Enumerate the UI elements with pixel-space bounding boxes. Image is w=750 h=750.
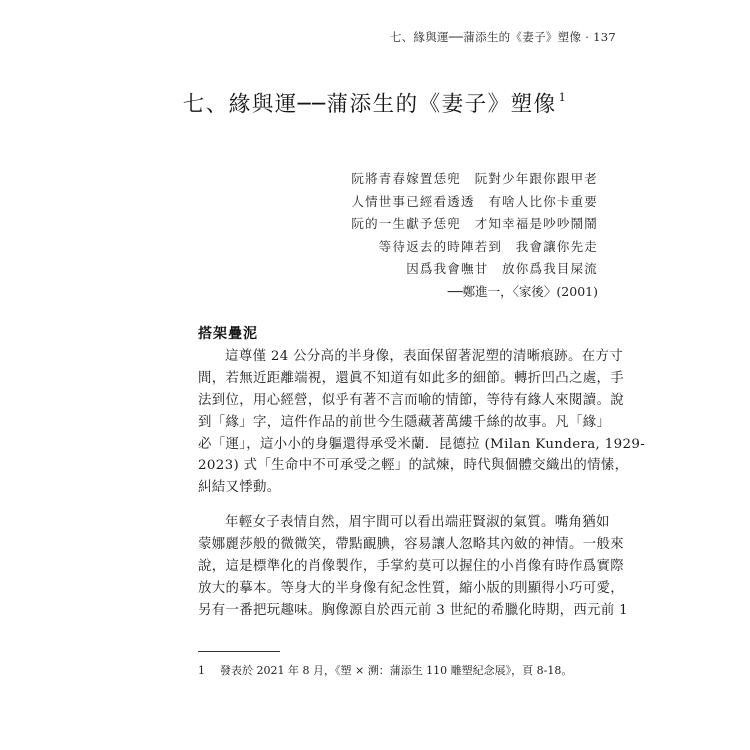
- epigraph-line: 阮將青春嫁置恁兜 阮對少年跟你跟甲老: [351, 171, 598, 186]
- text-line: 這尊僅 24 公分高的半身像，表面保留著泥塑的清晰痕跡。在方寸: [225, 349, 623, 364]
- text-line: 間，若無近距離端視，還眞不知道有如此多的細節。轉折凹凸之處，手: [198, 370, 624, 386]
- body-paragraph-1: [198, 346, 646, 499]
- section-heading: 搭架疊泥: [198, 326, 258, 342]
- text-line: 年輕女子表情自然，眉宇間可以看出端莊賢淑的氣質。嘴角猶如: [225, 515, 610, 530]
- text-line: 法到位，用心經營，似乎有著不言而喻的情節，等待有緣人來閱讀。說: [198, 392, 624, 408]
- text-line: 另有一番把玩趣味。胸像源自於西元前 3 世紀的希臘化時期，西元前 1: [198, 602, 629, 618]
- footnote-marker: 1: [558, 91, 568, 104]
- text-line: 說，這是標準化的肖像製作，手掌約莫可以握住的小肖像有時作爲實際: [198, 558, 624, 574]
- footnote-text: 發表於 2021 年 8 月，《塑 × 溯：蒲添生 110 雕塑紀念展》，頁 8-18。: [220, 664, 573, 677]
- text-line: 必「運」，這小小的身軀還得承受米蘭．昆德拉 (Milan Kundera, 1929-: [198, 436, 646, 452]
- epigraph-line: 因爲我會嘸甘 放你爲我目屎流: [406, 261, 598, 277]
- chapter-title: [0, 87, 750, 118]
- epigraph-source: ──鄭進一，〈家後〉(2001): [447, 283, 598, 299]
- epigraph: [278, 168, 598, 304]
- epigraph-line: 等待返去的時陣若到 我會讓你先走: [378, 238, 598, 254]
- footnote: [198, 662, 572, 678]
- text-line: 放大的摹本。等身大的半身像有紀念性質，縮小版的則顯得小巧可愛，: [198, 580, 624, 596]
- text-line: 2023) 式「生命中不可承受之輕」的試煉，時代與個體交織出的情愫，: [198, 458, 629, 474]
- footnote-number: 1: [198, 664, 205, 677]
- body-paragraph-2: [198, 512, 629, 621]
- text-line: 蒙娜麗莎般的微微笑，帶點靦腆，容易讓人忽略其內斂的神情。一般來: [198, 536, 624, 552]
- text-line: 糾結又悸動。: [198, 480, 281, 496]
- epigraph-line: 人情世事已經看透透 有啥人比你卡重要: [351, 193, 598, 209]
- chapter-title-text: 七、緣與運──蒲添生的《妻子》塑像: [182, 92, 557, 117]
- running-head: 七、緣與運──蒲添生的《妻子》塑像 · 137: [389, 30, 616, 44]
- footnote-divider: [198, 651, 280, 652]
- epigraph-line: 阮的一生獻予恁兜 才知幸福是吵吵鬧鬧: [351, 216, 598, 232]
- text-line: 到「緣」字，這件作品的前世今生隱藏著萬縷千絲的故事。凡「緣」: [198, 414, 611, 430]
